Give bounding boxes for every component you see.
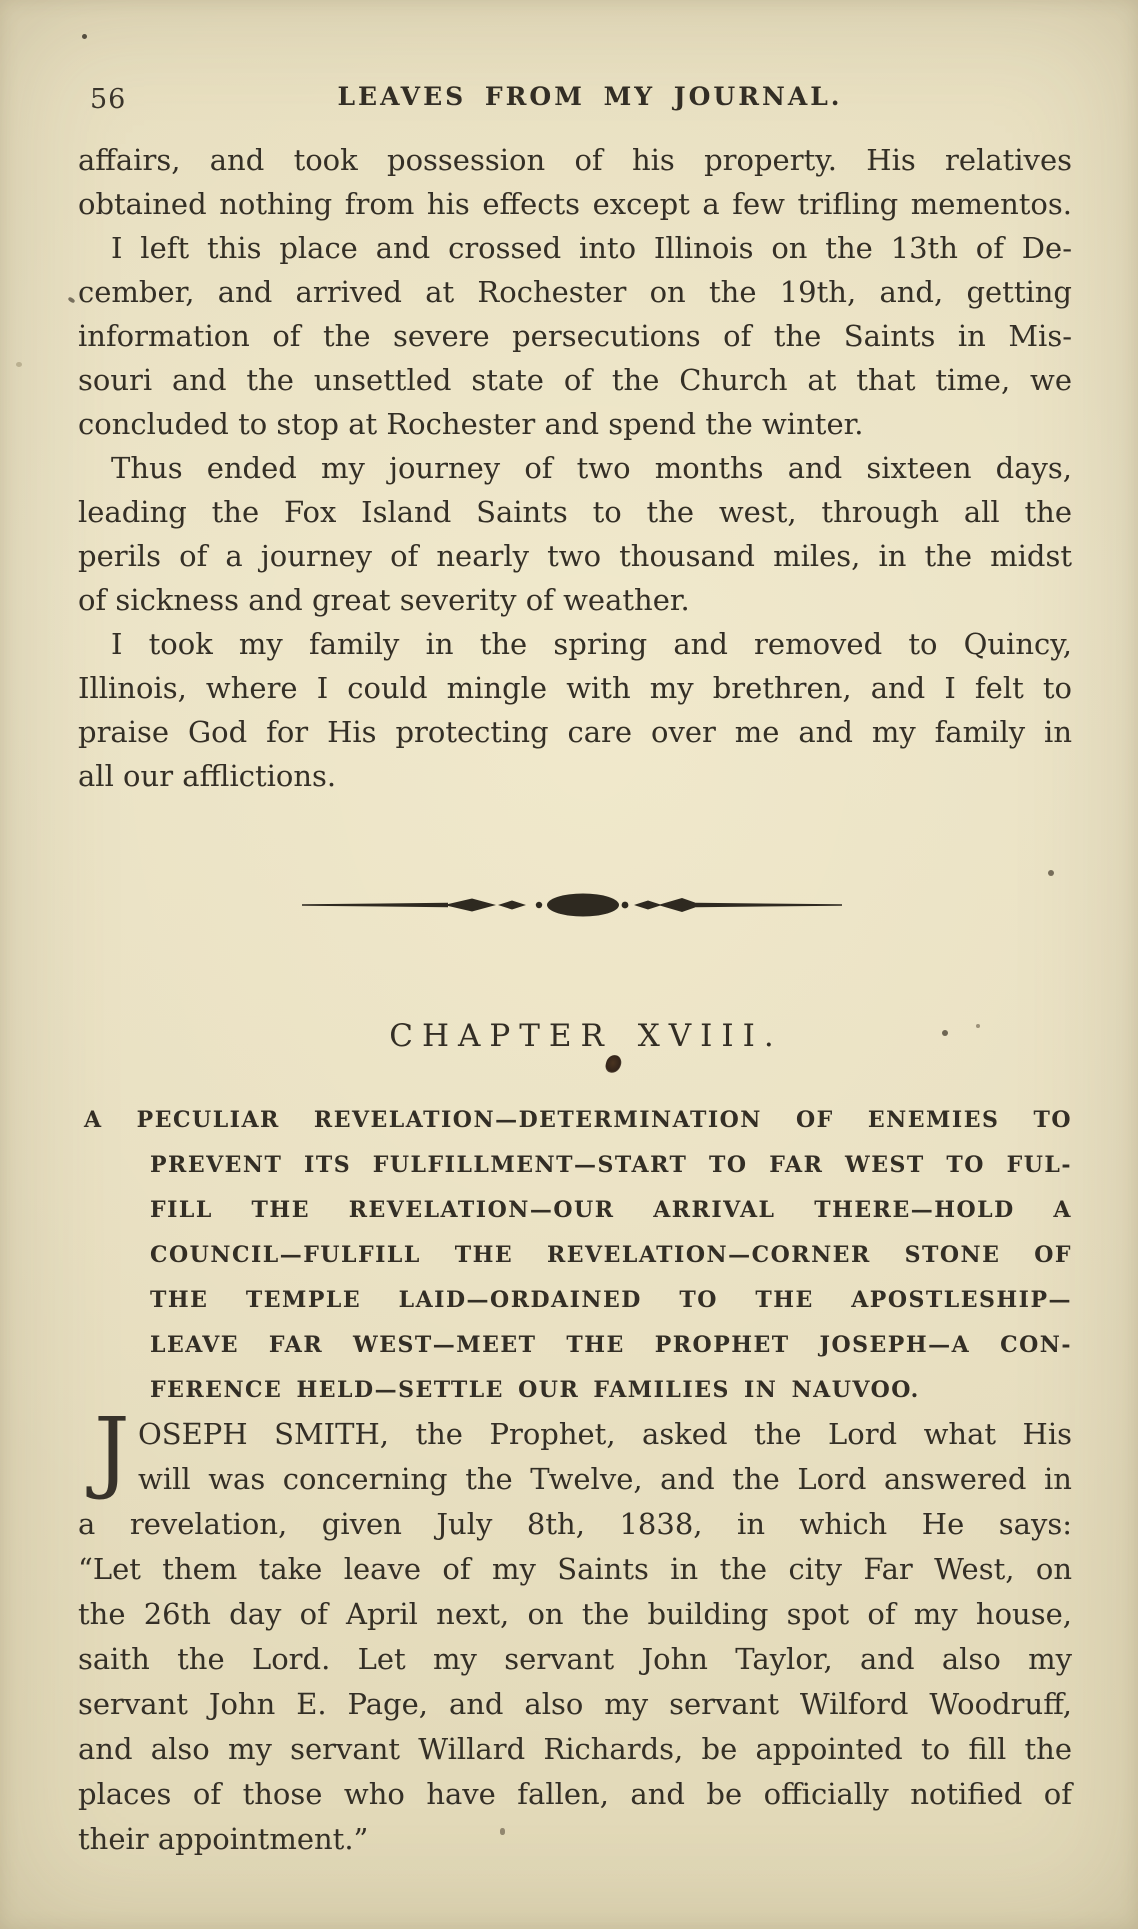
text-line: all our afflictions. [78,759,337,793]
text-line: information of the severe persecutions of the Saints in Mis- [78,319,1072,353]
text-line: PREVENT ITS FULFILLMENT—START TO FAR WEST TO FUL- [150,1152,1072,1178]
chapter-heading: CHAPTER XVIII. [389,1018,783,1054]
ink-speck [16,362,22,367]
text-line: concluded to stop at Rochester and spend the winter. [78,407,864,441]
text-line: a revelation, given July 8th, 1838, in which He says: [78,1507,1072,1541]
text-line: perils of a journey of nearly two thousand miles, in the midst [78,539,1072,573]
text-line: I left this place and crossed into Illinois on the 13th of De- [111,231,1072,265]
page-header [78,82,1072,118]
ornamental-divider-icon [298,886,846,924]
text-line: THE TEMPLE LAID—ORDAINED TO THE APOSTLESHIP— [150,1287,1072,1313]
text-line: and also my servant Willard Richards, be appointed to fill the [78,1732,1072,1766]
text-line: LEAVE FAR WEST—MEET THE PROPHET JOSEPH—A CON- [150,1332,1072,1358]
text-line: leading the Fox Island Saints to the west, through all the [78,495,1072,529]
text-line: OSEPH SMITH, the Prophet, asked the Lord what His [138,1417,1072,1451]
text-line: saith the Lord. Let my servant John Taylor, and also my [78,1642,1072,1676]
text-line: places of those who have fallen, and be officially notified of [78,1777,1072,1811]
ink-speck [67,296,75,303]
chapter-summary [84,1098,1072,1413]
ink-speck [1048,870,1054,876]
ink-speck [942,1030,948,1036]
text-line: cember, and arrived at Rochester on the 19th, and, getting [78,275,1072,309]
ink-blot [604,1054,622,1075]
text-line: Thus ended my journey of two months and sixteen days, [111,451,1072,485]
text-line: servant John E. Page, and also my servant Wilford Woodruff, [78,1687,1072,1721]
text-line: of sickness and great severity of weather. [78,583,690,617]
text-line: will was concerning the Twelve, and the Lord answered in [138,1462,1072,1496]
page-number: 56 [90,84,127,115]
text-line: FILL THE REVELATION—OUR ARRIVAL THERE—HOLD A [150,1197,1072,1223]
text-line: A PECULIAR REVELATION—DETERMINATION OF ENEMIES TO [84,1107,1072,1133]
text-line: obtained nothing from his effects except a few trifling mementos. [78,187,1072,221]
text-line: affairs, and took possession of his property. His relatives [78,143,1072,177]
text-line: praise God for His protecting care over me and my family in [78,715,1072,749]
ink-speck [82,34,87,39]
ink-speck [500,1828,505,1835]
text-line: souri and the unsettled state of the Church at that time, we [78,363,1072,397]
body-text-column [78,138,1072,798]
running-title: LEAVES FROM MY JOURNAL. [337,82,843,111]
text-line: COUNCIL—FULFILL THE REVELATION—CORNER STONE OF [150,1242,1072,1268]
text-line: “Let them take leave of my Saints in the city Far West, on [78,1552,1072,1586]
opening-paragraph [78,1398,1072,1862]
ink-speck [976,1024,980,1028]
drop-cap: J [94,1398,130,1502]
text-line: FERENCE HELD—SETTLE OUR FAMILIES IN NAUVOO. [150,1377,920,1403]
text-line: their appointment.” [78,1822,369,1856]
text-line: I took my family in the spring and removed to Quincy, [111,627,1072,661]
text-line: Illinois, where I could mingle with my brethren, and I felt to [78,671,1072,705]
text-line: the 26th day of April next, on the building spot of my house, [78,1597,1072,1631]
